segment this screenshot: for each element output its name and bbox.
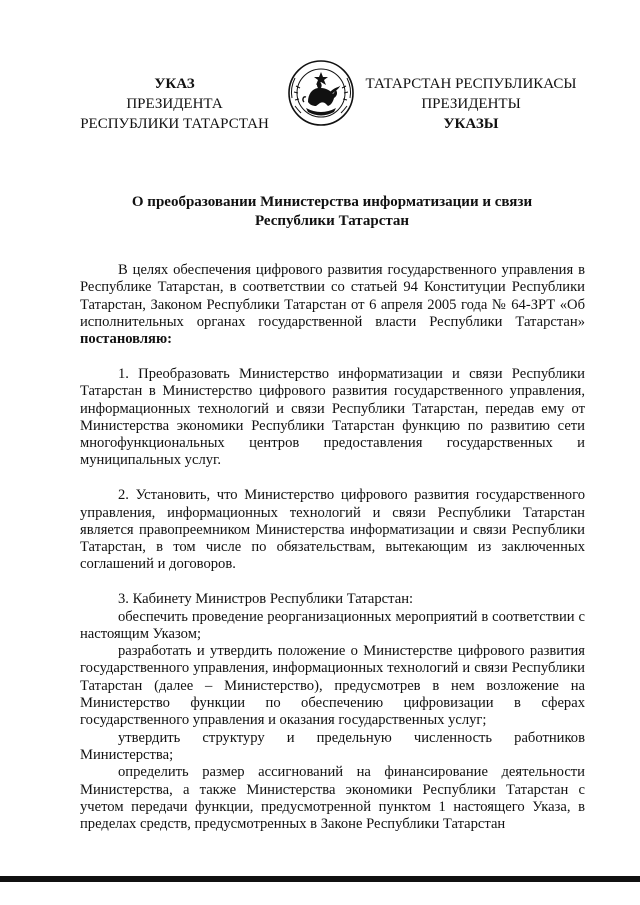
scan-edge-divider (0, 876, 640, 882)
header-right-line1: ТАТАРСТАН РЕСПУБЛИКАСЫ (365, 76, 577, 92)
decree-verb: постановляю: (80, 331, 172, 348)
title-line1: О преобразовании Министерства информатизации и связи (131, 194, 533, 210)
coat-of-arms-tatarstan-icon (286, 58, 356, 128)
item3-subitem-4: определить размер ассигнований на финансирование деятельности Министерства, а также Министерства экономики Республики Татарстан с учетом передачи функции, предусмотренной пунктом 1 настоящего Указа, в пределах средств, предусмотренных в Законе Республики Татарстан (80, 764, 585, 833)
item-paragraph-1: 1. Преобразовать Министерство информатизации и связи Республики Татарстан в Министерство цифрового развития государственного управления, информационных технологий и связи Республики Татарстан, передав ему от Министерства экономики Республики Татарстан функцию по развитию сети многофункциональных центров предоставления государственных и муниципальных услуг. (80, 365, 585, 469)
decree-body (80, 262, 585, 833)
preamble-paragraph (80, 262, 585, 348)
header-left-line2: ПРЕЗИДЕНТА (126, 96, 223, 112)
preamble-text: В целях обеспечения цифрового развития государственного управления в Республике Татарстан, в соответствии со статьей 94 Конституции Республики Татарстан, Законом Республики Татарстан от 6 апреля 2005 года № 64-ЗРТ «Об исполнительных органах государственной власти Республики Татарстан» (80, 262, 585, 330)
item-paragraph-2: 2. Установить, что Министерство цифрового развития государственного управления, информационных технологий и связи Республики Татарстан является правопреемником Министерства информатизации и связи Республики Татарстан, в том числе по обязательствам, вытекающим из заключенных соглашений и договоров. (80, 487, 585, 573)
item3-subitem-3: утвердить структуру и предельную численность работников Министерства; (80, 729, 585, 763)
item3-subitem-2: разработать и утвердить положение о Министерстве цифрового развития государственного управления, информационных технологий и связи Республики Татарстан (далее – Министерство), предусмотрев в нем возложение на Министерство функции по обеспечению цифровизации в сферах государственного управления и оказания государственных услуг; (80, 643, 585, 729)
header-right-line2: ПРЕЗИДЕНТЫ (421, 96, 521, 112)
item3-heading: 3. Кабинету Министров Республики Татарстан: (118, 591, 414, 608)
header-right-line3: УКАЗЫ (443, 116, 499, 132)
decree-title (80, 193, 584, 231)
header-left-line1: УКАЗ (154, 76, 195, 92)
title-line2: Республики Татарстан (254, 213, 410, 229)
item3-subitem-1: обеспечить проведение реорганизационных мероприятий в соответствии с настоящим Указом; (80, 608, 585, 642)
header-tatar (360, 74, 582, 134)
header-russian (72, 74, 277, 134)
header-left-line3: РЕСПУБЛИКИ ТАТАРСТАН (80, 116, 269, 132)
